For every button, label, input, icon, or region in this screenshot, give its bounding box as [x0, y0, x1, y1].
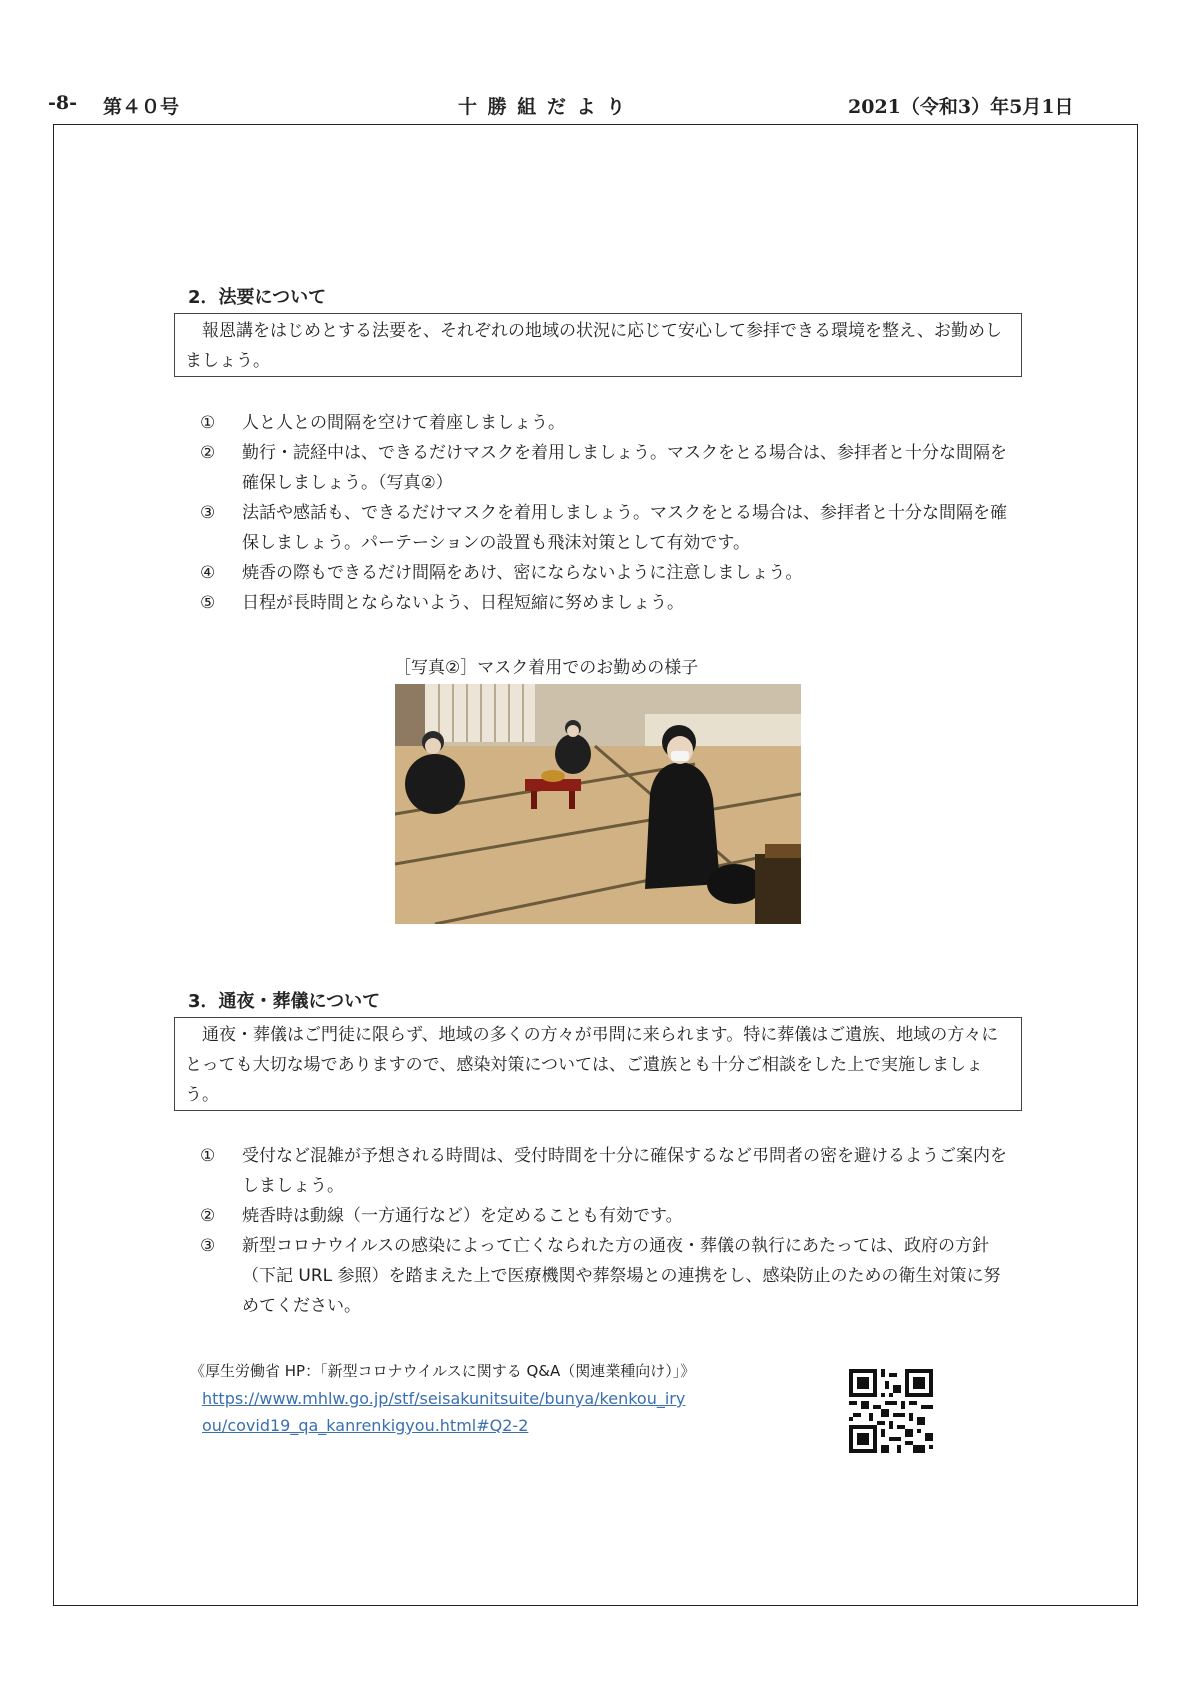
list-item: ④ 焼香の際もできるだけ間隔をあけ、密にならないように注意しましょう。	[200, 563, 803, 583]
list-item: ③ 新型コロナウイルスの感染によって亡くなられた方の通夜・葬儀の執行にあたっては、政府の方針（下記 URL 参照）を踏まえた上で医療機関や葬祭場との連携をし、感染防止のための衛生対策に努めてください。	[200, 1236, 1001, 1316]
reference-link-line-2[interactable]: ou/covid19_qa_kanrenkigyou.html#Q2-2	[202, 1416, 529, 1435]
list-item: ① 受付など混雑が予想される時間は、受付時間を十分に確保するなど弔問者の密を避けるようご案内をしましょう。	[200, 1146, 1007, 1196]
ceremony-photo	[395, 684, 801, 924]
reference-link-line-1[interactable]: https://www.mhlw.go.jp/stf/seisakunitsuite/bunya/kenkou_iry	[202, 1389, 686, 1408]
photo-caption: ［写真②］マスク着用でのお勤めの様子	[394, 658, 699, 678]
list-item: ② 勤行・読経中は、できるだけマスクを着用しましょう。マスクをとる場合は、参拝者と十分な間隔を確保しましょう。（写真②）	[200, 443, 1007, 493]
reference-label: 《厚生労働省 HP：「新型コロナウイルスに関する Q&A（関連業種向け）」》	[190, 1362, 696, 1380]
issue-number: 第４０号	[103, 96, 180, 118]
qr-code[interactable]	[849, 1369, 933, 1453]
newsletter-title: 十 勝 組 だ よ り	[458, 96, 628, 118]
list-item: ⑤ 日程が長時間とならないよう、日程短縮に努めましょう。	[200, 593, 684, 613]
list-item: ③ 法話や感話も、できるだけマスクを着用しましょう。マスクをとる場合は、参拝者と十分な間隔を確保しましょう。パーテーションの設置も飛沫対策として有効です。	[200, 503, 1007, 553]
reference-block	[190, 1358, 695, 1439]
section-2-summary-box: 報恩講をはじめとする法要を、それぞれの地域の状況に応じて安心して参拝できる環境を整え、お勤めしましょう。	[174, 313, 1022, 377]
section-3-list	[200, 1141, 1010, 1321]
shoji-screen	[425, 684, 535, 742]
page-header	[48, 92, 1128, 122]
list-item: ① 人と人との間隔を空けて着座しましょう。	[200, 413, 565, 433]
section-3-summary-box: 通夜・葬儀はご門徒に限らず、地域の多くの方々が弔問に来られます。特に葬儀はご遺族、地域の方々にとっても大切な場でありますので、感染対策については、ご遺族とも十分ご相談をした上で実施しましょう。	[174, 1017, 1022, 1111]
list-item: ② 焼香時は動線（一方通行など）を定めることも有効です。	[200, 1206, 683, 1226]
issue-date: 2021（令和3）年5月1日	[848, 96, 1074, 118]
section-2-list	[200, 408, 1010, 618]
section-2-title: 2．法要について	[188, 287, 327, 308]
page-number: -8-	[48, 92, 77, 114]
section-3-title: 3．通夜・葬儀について	[188, 991, 381, 1012]
